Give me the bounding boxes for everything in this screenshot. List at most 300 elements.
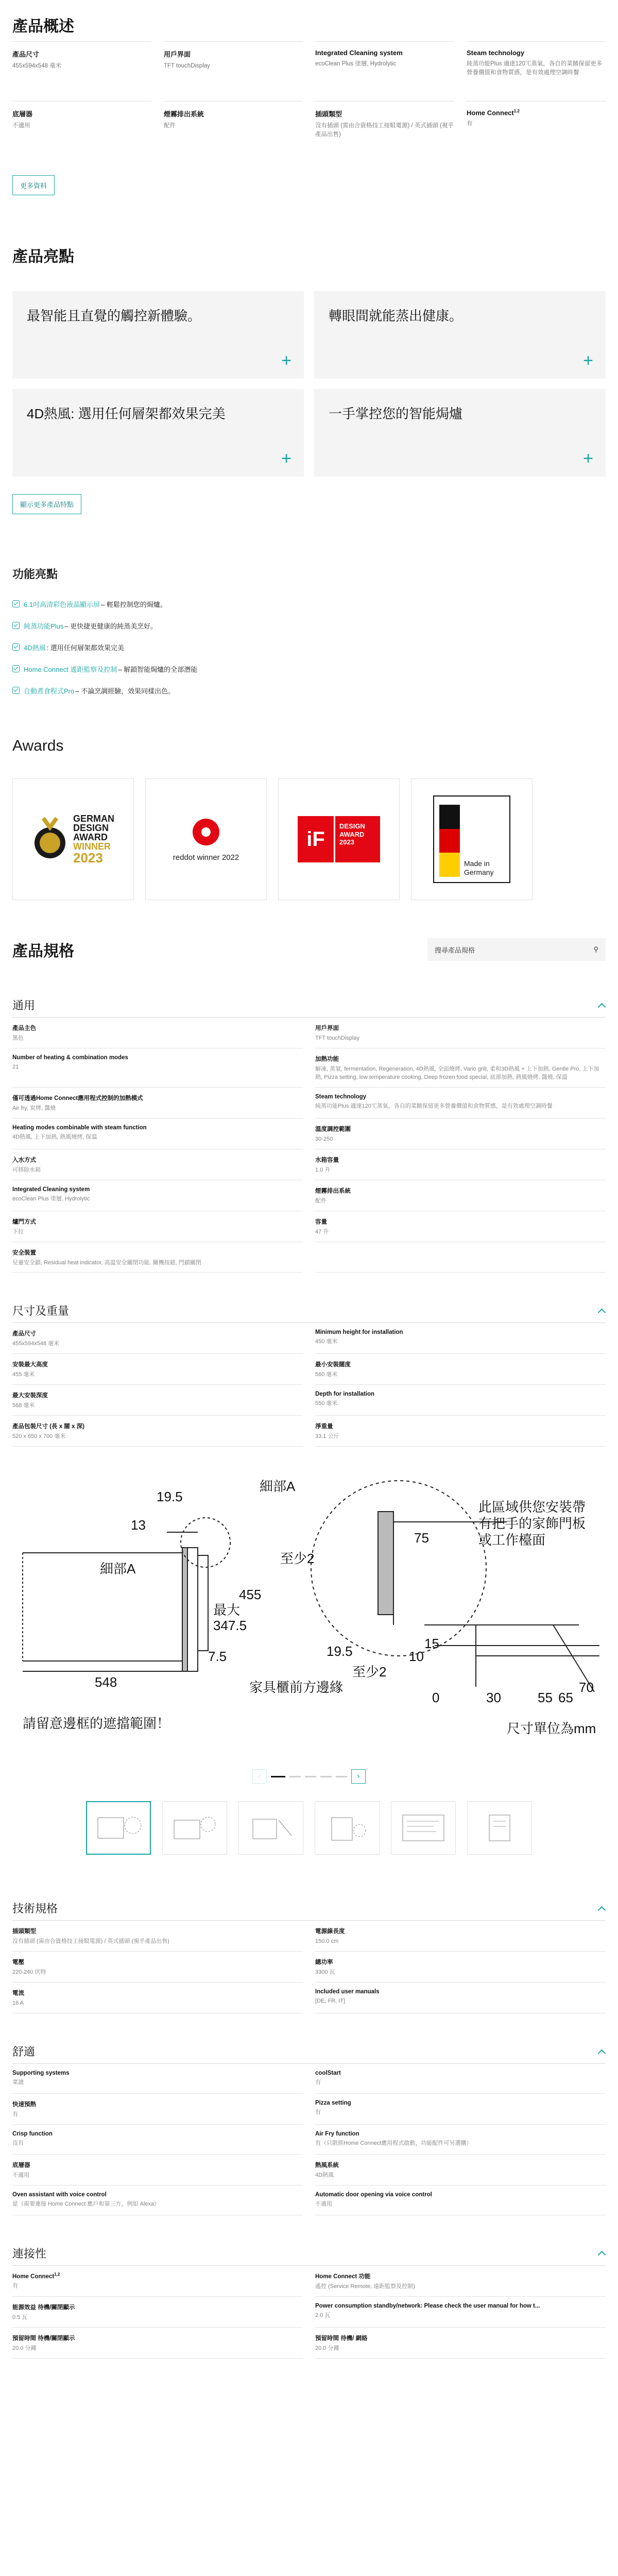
dim-label: 7.5 xyxy=(208,1649,227,1665)
spec-value: 黑色 xyxy=(12,1035,24,1041)
spec-key-text: 插頭類型 xyxy=(12,1928,36,1935)
spec-key-text: 安全裝置 xyxy=(12,1249,36,1256)
highlight-card-text: 最智能且直覺的觸控新體驗。 xyxy=(27,308,201,324)
chevron-up-icon[interactable] xyxy=(597,2047,606,2056)
spec-grid xyxy=(12,1921,606,2013)
spec-key xyxy=(12,1125,303,1131)
reddot-logo xyxy=(173,817,239,862)
spec-key-text: 溫度調控範圍 xyxy=(315,1126,351,1132)
spec-value: 21 xyxy=(12,1063,19,1070)
overview-key: 煙霧排出系統 xyxy=(164,110,204,118)
dim-label: 10 xyxy=(409,1649,424,1665)
diagram-note: 有把手的家飾門板 xyxy=(478,1516,586,1532)
spec-key xyxy=(12,2192,303,2198)
award-card xyxy=(278,778,400,900)
carousel-indicator[interactable] xyxy=(320,1776,332,1777)
diagram-note: 家具櫃前方邊緣 xyxy=(249,1680,344,1696)
spec-key-text: 總功率 xyxy=(315,1959,333,1966)
spec-key-text: 最小安裝闊度 xyxy=(315,1362,351,1368)
spec-value: 2.0 瓦 xyxy=(315,2312,331,2318)
award-medal-icon xyxy=(32,816,68,862)
overview-value: 沒有插頭 (需由合資格技工接駁電源) / 英式插頭 (視乎產品出售) xyxy=(315,123,454,138)
footnote-sup: 1,2 xyxy=(54,2272,60,2277)
spec-row xyxy=(12,1385,303,1416)
spec-key-text: 加熱功能 xyxy=(315,1056,339,1062)
overview-item xyxy=(467,101,606,161)
overview-item xyxy=(164,101,303,161)
overview-grid xyxy=(12,41,606,161)
spec-key xyxy=(315,1217,606,1226)
dim-label: 548 xyxy=(95,1674,117,1690)
spec-key xyxy=(315,1329,606,1335)
spec-row xyxy=(12,1952,303,1982)
spec-key xyxy=(315,2334,606,2342)
image-carousel-controls xyxy=(12,1769,606,1784)
spec-key-text: Home Connect xyxy=(12,2273,55,2280)
award-text: Germany xyxy=(464,868,494,877)
spec-key-text: 僅可透過Home Connect應用程式控制的加熱模式 xyxy=(12,1095,143,1101)
award-text: reddot winner 2022 xyxy=(173,853,239,862)
feature-text: : 選用任何層架都效果完美 xyxy=(46,643,124,652)
spec-key xyxy=(12,1217,303,1226)
carousel-next-button[interactable]: › xyxy=(351,1769,366,1784)
more-info-button[interactable]: 更多資料 xyxy=(12,175,55,195)
check-icon xyxy=(12,622,20,629)
overview-value: 有 xyxy=(467,121,473,127)
plus-icon[interactable]: + xyxy=(583,351,593,370)
spec-row xyxy=(12,2064,303,2094)
highlight-card[interactable] xyxy=(12,389,304,477)
spec-key-text: 水箱容量 xyxy=(315,1157,339,1163)
chevron-up-icon[interactable] xyxy=(597,1307,606,1315)
accordion-title: 舒適 xyxy=(12,2045,36,2058)
award-card xyxy=(145,778,267,900)
spec-row xyxy=(12,1323,303,1354)
feature-text: – 輕鬆控制您的焗爐。 xyxy=(101,600,167,608)
image-thumbnail[interactable] xyxy=(391,1801,456,1855)
spec-value: 有 xyxy=(12,2282,18,2289)
overview-key: 產品尺寸 xyxy=(12,50,40,58)
spec-key xyxy=(315,2192,606,2198)
dimension-drawing xyxy=(12,1470,606,1759)
accordion-tech[interactable] xyxy=(12,1896,606,1921)
spec-key-text: 底層器 xyxy=(12,2162,30,2168)
spec-value: [DE, FR, IT] xyxy=(315,1998,346,2005)
spec-value: 47 升 xyxy=(315,1228,329,1235)
carousel-indicator[interactable] xyxy=(336,1776,347,1777)
awards-row xyxy=(12,778,606,900)
dim-label: 至少2 xyxy=(352,1664,387,1680)
plus-icon[interactable]: + xyxy=(583,449,593,468)
spec-value: 不適用 xyxy=(315,2200,332,2207)
spec-row xyxy=(12,1416,303,1447)
overview-value: ecoClean Plus 塗層, Hydrolytic xyxy=(315,61,397,67)
spec-row xyxy=(315,1416,606,1447)
spec-key xyxy=(12,2303,303,2311)
spec-key-text: 預留時間 待機/關閉顯示 xyxy=(12,2335,75,2342)
spec-key-text: Heating modes combinable with steam function xyxy=(12,1124,147,1131)
spec-value: 450 毫米 xyxy=(315,1338,338,1345)
spec-value: 純蒸功能Plus 適達120℃蒸氣，各自的菜餚保留更多營養價值和食物質感，是有效處理空調時餐 xyxy=(315,1103,553,1109)
reddot-icon xyxy=(191,817,221,848)
spec-row xyxy=(315,1149,606,1180)
spec-key xyxy=(12,1248,303,1257)
award-text: DESIGN xyxy=(339,822,365,830)
awards-title: Awards xyxy=(12,737,64,754)
spec-value: 455x594x548 毫米 xyxy=(12,1341,60,1347)
spec-key xyxy=(12,1422,303,1430)
search-placeholder: 搜尋產品規格 xyxy=(435,946,475,954)
spec-value: 沒有插頭 (需由合資格技工接駁電源) / 英式插頭 (視乎產品出售) xyxy=(12,1938,169,1945)
drawing-thumbnail-icon xyxy=(321,1810,373,1846)
image-thumbnail[interactable] xyxy=(238,1801,303,1855)
list-item xyxy=(12,658,606,680)
spec-key-text: Minimum height for installation xyxy=(315,1329,403,1336)
feature-text: – 更快捷更健康的純蒸美烹好。 xyxy=(64,622,158,630)
dim-label: 19.5 xyxy=(327,1643,353,1659)
diagram-note: 請留意邊框的遮擋範圍！ xyxy=(23,1716,170,1732)
diagram-note: 或工作檯面 xyxy=(478,1532,546,1548)
spec-key xyxy=(12,1055,303,1061)
overview-value: 不適用 xyxy=(12,123,30,129)
spec-key-text: Steam technology xyxy=(315,1093,367,1100)
spec-value: 1.0 升 xyxy=(315,1166,331,1173)
overview-item xyxy=(12,41,151,101)
spec-key xyxy=(315,2303,606,2309)
spec-row xyxy=(315,2125,606,2155)
spec-row xyxy=(315,1211,606,1242)
accordion-title: 技術規格 xyxy=(12,1902,58,1916)
check-icon xyxy=(12,643,20,651)
spec-row xyxy=(12,2155,303,2185)
made-in-germany-logo xyxy=(433,795,510,883)
spec-row xyxy=(315,1921,606,1952)
spec-key-text: Number of heating & combination modes xyxy=(12,1054,128,1061)
check-icon xyxy=(12,665,20,672)
accordion-comfort[interactable] xyxy=(12,2039,606,2064)
accordion-general[interactable] xyxy=(12,993,606,1018)
spec-key xyxy=(315,2161,606,2169)
check-icon xyxy=(12,600,20,607)
spec-row xyxy=(12,2185,303,2215)
check-icon xyxy=(12,687,20,694)
award-text: GERMAN xyxy=(73,814,114,824)
highlight-card[interactable] xyxy=(12,291,304,379)
spec-key-text: 產品主色 xyxy=(12,1025,36,1031)
spec-row xyxy=(315,2328,606,2359)
spec-value: 有 xyxy=(315,2079,321,2086)
spec-row xyxy=(315,2094,606,2125)
spec-row xyxy=(12,1242,303,1273)
spec-key xyxy=(12,1024,303,1032)
list-item xyxy=(12,636,606,658)
dim-label: 30 xyxy=(486,1690,501,1706)
image-thumbnail[interactable] xyxy=(467,1801,532,1855)
spec-value: 220-240 伏特 xyxy=(12,1969,46,1976)
installation-diagram xyxy=(12,1470,606,1759)
spec-key-text: Depth for installation xyxy=(315,1391,374,1398)
features-list xyxy=(12,593,606,701)
spec-key xyxy=(12,1156,303,1164)
spec-key xyxy=(315,1391,606,1397)
spec-key-text: 用戶界面 xyxy=(315,1025,339,1031)
spec-row xyxy=(315,1048,606,1088)
list-item xyxy=(12,593,606,615)
spec-key-text: 快速預熱 xyxy=(12,2102,36,2108)
spec-grid xyxy=(12,2266,606,2359)
spec-key-text: 電壓 xyxy=(12,1959,24,1966)
overview-value: 配件 xyxy=(164,123,176,129)
spec-row xyxy=(315,1354,606,1385)
chevron-up-icon[interactable] xyxy=(597,2249,606,2257)
overview-key: Integrated Cleaning system xyxy=(315,49,403,57)
spec-value: 20.0 分鐘 xyxy=(12,2345,37,2351)
drawing-thumbnail-icon xyxy=(169,1810,220,1846)
award-card xyxy=(411,778,533,900)
overview-key xyxy=(467,109,606,116)
spec-key xyxy=(12,1989,303,1997)
spec-key-text: Supporting systems xyxy=(12,2070,70,2076)
spec-key-text: Oven assistant with voice control xyxy=(12,2191,107,2198)
list-item xyxy=(12,615,606,636)
spec-key-text: 容量 xyxy=(315,1218,327,1225)
diagram-note: 尺寸單位為mm xyxy=(507,1721,596,1737)
spec-key xyxy=(315,1958,606,1966)
award-card xyxy=(12,778,134,900)
image-thumbnail[interactable] xyxy=(86,1801,151,1855)
spec-value: 解凍, 蒸氣, fermentation, Regeneration, 4D熱風, 全面燒烤, Vario grill, 柔和3D熱風 + 上下加熱, Gentle Pro, 上下加熱, Pizza setting, low temperature cooking, Deep frozen food special, 底部加熱, 熱風燒烤, 醬燒, 保溫 xyxy=(315,1065,599,1080)
feature-link[interactable]: 純蒸功能Plus xyxy=(24,622,64,630)
overview-item xyxy=(315,41,454,101)
spec-row xyxy=(12,1088,303,1118)
award-text: 2023 xyxy=(73,850,103,866)
show-more-features-button[interactable]: 顯示更多產品特點 xyxy=(12,494,81,514)
spec-key xyxy=(12,1360,303,1368)
spec-value: 520 x 650 x 700 毫米 xyxy=(12,1433,66,1440)
spec-row xyxy=(315,1088,606,1118)
overview-item xyxy=(164,41,303,101)
spec-row xyxy=(12,1149,303,1180)
spec-value: 30-250 xyxy=(315,1136,333,1142)
spec-key-text: Home Connect 功能 xyxy=(315,2273,371,2280)
carousel-indicator[interactable] xyxy=(289,1776,301,1777)
award-text: 2023 xyxy=(339,838,354,846)
spec-value: TFT touchDisplay xyxy=(315,1035,359,1041)
spec-key-text: 預留時間 待機/ 網絡 xyxy=(315,2335,368,2342)
spec-key xyxy=(12,1187,303,1193)
spec-row xyxy=(315,1118,606,1149)
spec-row xyxy=(315,1323,606,1354)
specs-title: 產品規格 xyxy=(12,943,74,960)
spec-key-text: Power consumption standby/network: Please check the user manual for how t... xyxy=(315,2302,540,2309)
dim-label: 細部A xyxy=(260,1479,296,1495)
spec-row xyxy=(315,1018,606,1048)
spec-search-input[interactable] xyxy=(427,938,606,961)
spec-row xyxy=(315,2064,606,2094)
spec-row xyxy=(315,1385,606,1416)
dim-label: 347.5 xyxy=(213,1618,247,1634)
spec-key xyxy=(12,1927,303,1935)
spec-row xyxy=(315,2155,606,2185)
spec-key-text: 熱風系統 xyxy=(315,2162,339,2168)
feature-link[interactable]: Home Connect 遙距監察及控制 xyxy=(24,665,117,673)
spec-value: 不適用 xyxy=(12,2172,29,2178)
feature-text: – 不論烹調經驗，效果同樣出色。 xyxy=(75,687,175,695)
image-thumbnail[interactable] xyxy=(162,1801,227,1855)
spec-key-text: Automatic door opening via voice control xyxy=(315,2191,432,2198)
award-text: AWARD xyxy=(339,830,365,838)
plus-icon[interactable]: + xyxy=(281,449,291,468)
spec-key-text: 電流 xyxy=(12,1990,24,1997)
spec-value: 3300 瓦 xyxy=(315,1969,335,1976)
spec-value: ecoClean Plus 塗層, Hydrolytic xyxy=(12,1195,90,1202)
spec-value: 是（需要連接 Home Connect 應戶和第三方，例如 Alexa） xyxy=(12,2200,160,2207)
spec-key xyxy=(315,2131,606,2137)
spec-key xyxy=(315,2070,606,2076)
spec-key xyxy=(12,2100,303,2108)
overview-title: 產品概述 xyxy=(12,18,74,35)
spec-key-text: 產品包裝尺寸 (長 x 闊 x 深) xyxy=(12,1423,84,1430)
drawing-thumbnail-icon xyxy=(245,1810,297,1846)
highlight-card-text: 一手掌控您的智能焗爐 xyxy=(329,406,463,421)
if-award-logo xyxy=(298,816,380,862)
accordion-connectivity[interactable] xyxy=(12,2241,606,2266)
spec-row xyxy=(12,1354,303,1385)
spec-row xyxy=(12,2266,303,2297)
spec-key-text: 入水方式 xyxy=(12,1157,36,1163)
overview-value: TFT touchDisplay xyxy=(164,63,210,69)
spec-key xyxy=(315,1055,606,1063)
spec-value: 560 毫米 xyxy=(315,1371,338,1378)
accordion-title: 通用 xyxy=(12,999,36,1012)
spec-key-text: Crisp function xyxy=(12,2130,53,2137)
spec-value: 550 毫米 xyxy=(315,1400,338,1407)
image-thumbnails xyxy=(12,1801,606,1855)
dim-label: 最大 xyxy=(213,1602,241,1618)
spec-key-text: Pizza setting xyxy=(315,2100,351,2106)
highlight-card-text: 轉眼間就能蒸出健康。 xyxy=(329,308,463,324)
award-text: AWARD xyxy=(73,832,108,842)
chevron-up-icon[interactable] xyxy=(597,1001,606,1009)
plus-icon[interactable]: + xyxy=(281,351,291,370)
chevron-up-icon[interactable] xyxy=(597,1904,606,1912)
highlight-card[interactable] xyxy=(314,291,606,379)
carousel-indicator[interactable] xyxy=(305,1776,316,1777)
dim-label: 55 xyxy=(538,1690,553,1706)
search-icon[interactable]: ⚲ xyxy=(593,945,598,953)
highlights-title: 產品亮點 xyxy=(12,248,74,265)
spec-row xyxy=(315,2185,606,2215)
spec-value: 20.0 分鐘 xyxy=(315,2345,339,2351)
dim-label: 75 xyxy=(414,1530,429,1546)
spec-key-text: coolStart xyxy=(315,2070,341,2076)
spec-row xyxy=(12,1018,303,1048)
accordion-title: 連接性 xyxy=(12,2247,47,2260)
feature-link[interactable]: 自動煮食程式Pro xyxy=(24,687,75,695)
overview-item xyxy=(12,101,151,161)
german-design-award-logo xyxy=(32,814,114,865)
drawing-thumbnail-icon xyxy=(474,1810,525,1846)
spec-row xyxy=(315,1982,606,2013)
spec-key xyxy=(315,2100,606,2106)
spec-key xyxy=(315,1125,606,1133)
spec-key xyxy=(315,1094,606,1100)
spec-key-text: 最大安裝深度 xyxy=(12,1393,48,1399)
spec-value: 568 毫米 xyxy=(12,1402,35,1409)
carousel-prev-button[interactable]: ‹ xyxy=(252,1769,267,1784)
list-item xyxy=(12,680,606,701)
overview-item xyxy=(315,101,454,161)
spec-value: 0.5 瓦 xyxy=(12,2314,28,2320)
spec-row xyxy=(12,2297,303,2328)
overview-key: Steam technology xyxy=(467,49,524,57)
overview-key: 底層器 xyxy=(12,110,33,118)
german-flag-icon xyxy=(439,805,460,877)
highlight-card-text: 4D熱風: 選用任何層架都效果完美 xyxy=(27,406,226,421)
dim-label: 19.5 xyxy=(157,1489,183,1505)
spec-value: 有 xyxy=(315,2109,321,2115)
accordion-size[interactable] xyxy=(12,1298,606,1323)
spec-row xyxy=(12,1118,303,1149)
spec-key-text: 能源效益 待機/關閉顯示 xyxy=(12,2304,75,2311)
spec-value: 16 A xyxy=(12,2000,24,2007)
image-thumbnail[interactable] xyxy=(315,1801,380,1855)
spec-key-text: 產品尺寸 xyxy=(12,1331,36,1337)
dim-label: 65 xyxy=(558,1690,573,1706)
highlight-cards xyxy=(12,291,606,477)
spec-key xyxy=(12,1958,303,1966)
highlight-card[interactable] xyxy=(314,389,606,477)
spec-key xyxy=(12,2131,303,2137)
spec-key-text: 電源線長度 xyxy=(315,1928,345,1935)
spec-key-text: 煙霧排出系統 xyxy=(315,1188,351,1194)
spec-value: 兒童安全鎖, Residual heat indicator, 高溫安全關閉功能, 關機按鈕, 門鎖關閉 xyxy=(12,1259,201,1266)
feature-text: – 解鎖智能焗爐的全部潛能 xyxy=(118,665,198,673)
spec-key xyxy=(12,2272,303,2280)
spec-key xyxy=(12,2334,303,2342)
accordion-title: 尺寸及重量 xyxy=(12,1304,70,1318)
carousel-indicator[interactable] xyxy=(271,1776,285,1777)
spec-value: 配件 xyxy=(315,1197,327,1204)
spec-key xyxy=(315,1927,606,1935)
features-title: 功能亮點 xyxy=(12,568,58,581)
spec-row xyxy=(12,2094,303,2125)
spec-row xyxy=(12,1921,303,1952)
spec-value: 沒有 xyxy=(12,2140,24,2146)
diagram-note: 此區域供您安裝帶 xyxy=(478,1499,586,1515)
spec-row xyxy=(12,1048,303,1088)
feature-link[interactable]: 6.1吋高清彩色液晶顯示屏 xyxy=(24,600,100,608)
spec-value: 有 xyxy=(12,2111,18,2117)
spec-key-text: 淨重量 xyxy=(315,1423,333,1430)
spec-row xyxy=(315,1242,606,1273)
spec-key-text: Air Fry function xyxy=(315,2130,359,2137)
spec-key xyxy=(12,1094,303,1102)
spec-row xyxy=(12,1180,303,1211)
dim-label: 15 xyxy=(424,1636,439,1652)
spec-grid xyxy=(12,1323,606,1447)
spec-key xyxy=(12,1329,303,1337)
spec-value: 4D熱風, 上下加熱, 熱風燒烤, 保溫 xyxy=(12,1133,97,1140)
award-text: iF xyxy=(298,816,334,862)
feature-link[interactable]: 4D熱風 xyxy=(24,643,46,652)
spec-value: 可移除水箱 xyxy=(12,1166,41,1173)
spec-value: 有（只限經Home Connect應用程式啟動，功能配件可另選購） xyxy=(315,2140,472,2146)
dim-label: 至少2 xyxy=(280,1551,315,1567)
dim-label: 13 xyxy=(131,1517,146,1533)
spec-key-text: 爐門方式 xyxy=(12,1218,36,1225)
spec-row xyxy=(315,1952,606,1982)
